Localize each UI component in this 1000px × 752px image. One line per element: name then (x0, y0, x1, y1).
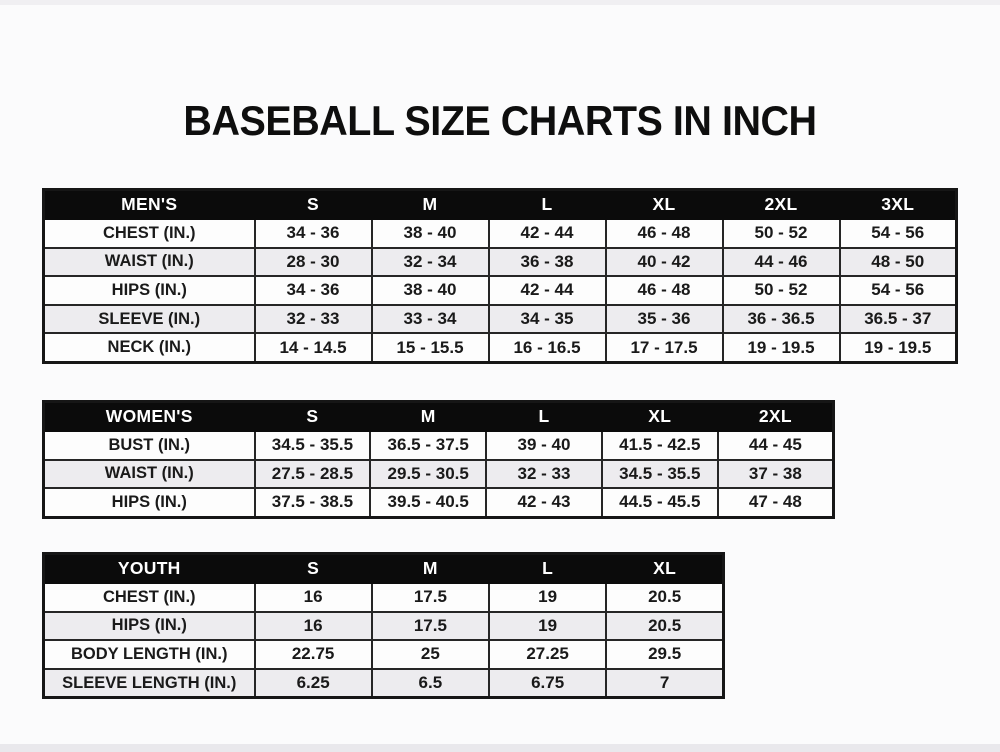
youth-size-column-header: M (372, 554, 489, 584)
mens-size-column-header: 2XL (723, 190, 840, 220)
size-value-cell: 17.5 (372, 612, 489, 641)
size-value-cell: 27.5 - 28.5 (255, 460, 371, 489)
row-label: SLEEVE LENGTH (IN.) (44, 669, 255, 698)
size-value-cell: 35 - 36 (606, 305, 723, 334)
size-value-cell: 16 (255, 583, 372, 612)
row-label: HIPS (IN.) (44, 612, 255, 641)
row-label: BUST (IN.) (44, 431, 255, 460)
mens-size-column-header: S (255, 190, 372, 220)
size-value-cell: 50 - 52 (723, 219, 840, 248)
size-value-cell: 34 - 36 (255, 219, 372, 248)
page-edge-top (0, 0, 1000, 5)
size-value-cell: 29.5 - 30.5 (370, 460, 486, 489)
size-value-cell: 46 - 48 (606, 276, 723, 305)
mens-header-row (44, 190, 957, 220)
size-value-cell: 54 - 56 (840, 276, 957, 305)
youth-header-row (44, 554, 724, 584)
size-value-cell: 6.25 (255, 669, 372, 698)
row-label: BODY LENGTH (IN.) (44, 640, 255, 669)
womens-measurement-row (44, 460, 834, 489)
youth-size-table (42, 552, 725, 699)
size-value-cell: 16 (255, 612, 372, 641)
size-value-cell: 40 - 42 (606, 248, 723, 277)
size-value-cell: 17.5 (372, 583, 489, 612)
youth-table-title-cell: YOUTH (44, 554, 255, 584)
size-value-cell: 42 - 44 (489, 276, 606, 305)
page-edge-bottom (0, 744, 1000, 752)
size-value-cell: 34.5 - 35.5 (602, 460, 718, 489)
size-value-cell: 36.5 - 37.5 (370, 431, 486, 460)
size-value-cell: 27.25 (489, 640, 606, 669)
size-value-cell: 29.5 (606, 640, 723, 669)
womens-measurement-row (44, 488, 834, 517)
row-label: WAIST (IN.) (44, 248, 255, 277)
womens-size-column-header: L (486, 402, 602, 432)
row-label: SLEEVE (IN.) (44, 305, 255, 334)
size-value-cell: 19 - 19.5 (723, 333, 840, 362)
size-value-cell: 6.5 (372, 669, 489, 698)
size-value-cell: 37.5 - 38.5 (255, 488, 371, 517)
size-value-cell: 44.5 - 45.5 (602, 488, 718, 517)
size-value-cell: 7 (606, 669, 723, 698)
mens-size-column-header: M (372, 190, 489, 220)
size-value-cell: 19 (489, 583, 606, 612)
size-value-cell: 17 - 17.5 (606, 333, 723, 362)
size-value-cell: 36 - 36.5 (723, 305, 840, 334)
womens-size-column-header: XL (602, 402, 718, 432)
size-value-cell: 19 - 19.5 (840, 333, 957, 362)
size-value-cell: 32 - 33 (255, 305, 372, 334)
size-value-cell: 37 - 38 (718, 460, 834, 489)
size-value-cell: 50 - 52 (723, 276, 840, 305)
youth-measurement-row (44, 669, 724, 698)
mens-measurement-row (44, 276, 957, 305)
size-value-cell: 34.5 - 35.5 (255, 431, 371, 460)
womens-size-table (42, 400, 835, 519)
size-value-cell: 46 - 48 (606, 219, 723, 248)
youth-measurement-row (44, 640, 724, 669)
mens-size-table (42, 188, 958, 364)
size-value-cell: 33 - 34 (372, 305, 489, 334)
row-label: CHEST (IN.) (44, 219, 255, 248)
size-value-cell: 41.5 - 42.5 (602, 431, 718, 460)
size-value-cell: 32 - 34 (372, 248, 489, 277)
mens-size-column-header: XL (606, 190, 723, 220)
row-label: HIPS (IN.) (44, 488, 255, 517)
page-title: BASEBALL SIZE CHARTS IN INCH (183, 97, 817, 145)
womens-size-column-header: S (255, 402, 371, 432)
womens-header-row (44, 402, 834, 432)
size-value-cell: 25 (372, 640, 489, 669)
mens-measurement-row (44, 333, 957, 362)
size-value-cell: 20.5 (606, 612, 723, 641)
youth-measurement-row (44, 583, 724, 612)
size-value-cell: 19 (489, 612, 606, 641)
womens-size-column-header: 2XL (718, 402, 834, 432)
size-value-cell: 42 - 44 (489, 219, 606, 248)
womens-table-title-cell: WOMEN'S (44, 402, 255, 432)
size-value-cell: 6.75 (489, 669, 606, 698)
youth-size-column-header: S (255, 554, 372, 584)
size-value-cell: 44 - 45 (718, 431, 834, 460)
size-value-cell: 32 - 33 (486, 460, 602, 489)
row-label: HIPS (IN.) (44, 276, 255, 305)
row-label: CHEST (IN.) (44, 583, 255, 612)
size-value-cell: 36.5 - 37 (840, 305, 957, 334)
size-value-cell: 39.5 - 40.5 (370, 488, 486, 517)
size-value-cell: 15 - 15.5 (372, 333, 489, 362)
size-value-cell: 42 - 43 (486, 488, 602, 517)
youth-measurement-row (44, 612, 724, 641)
size-value-cell: 38 - 40 (372, 219, 489, 248)
mens-size-column-header: L (489, 190, 606, 220)
size-value-cell: 38 - 40 (372, 276, 489, 305)
mens-size-column-header: 3XL (840, 190, 957, 220)
size-value-cell: 34 - 36 (255, 276, 372, 305)
mens-measurement-row (44, 248, 957, 277)
youth-size-column-header: XL (606, 554, 723, 584)
size-value-cell: 34 - 35 (489, 305, 606, 334)
size-value-cell: 48 - 50 (840, 248, 957, 277)
size-value-cell: 20.5 (606, 583, 723, 612)
size-value-cell: 22.75 (255, 640, 372, 669)
size-value-cell: 14 - 14.5 (255, 333, 372, 362)
size-value-cell: 36 - 38 (489, 248, 606, 277)
size-value-cell: 28 - 30 (255, 248, 372, 277)
womens-measurement-row (44, 431, 834, 460)
womens-size-column-header: M (370, 402, 486, 432)
mens-measurement-row (44, 305, 957, 334)
size-value-cell: 54 - 56 (840, 219, 957, 248)
mens-measurement-row (44, 219, 957, 248)
row-label: WAIST (IN.) (44, 460, 255, 489)
size-value-cell: 47 - 48 (718, 488, 834, 517)
row-label: NECK (IN.) (44, 333, 255, 362)
size-value-cell: 39 - 40 (486, 431, 602, 460)
youth-size-column-header: L (489, 554, 606, 584)
size-value-cell: 44 - 46 (723, 248, 840, 277)
size-value-cell: 16 - 16.5 (489, 333, 606, 362)
mens-table-title-cell: MEN'S (44, 190, 255, 220)
